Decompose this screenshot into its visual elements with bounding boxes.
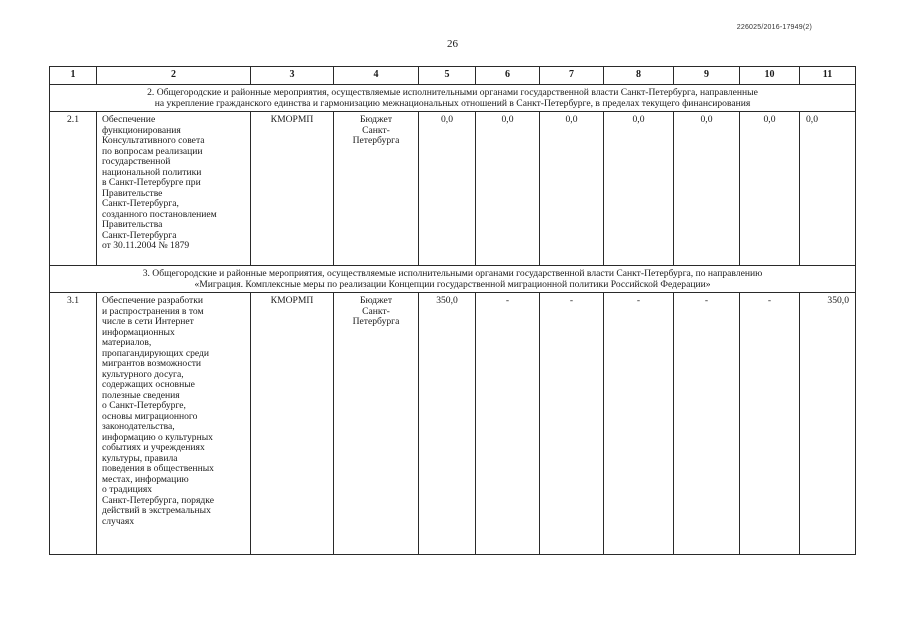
section-text-line: 3. Общегородские и районные мероприятия, осуществляемые исполнительными органами государственной власти Санкт-Петербурга, по направлению — [142, 268, 763, 279]
section-text-line: «Миграция. Комплексные меры по реализации Концепции государственной миграционной политики Российской Федерации» — [194, 278, 711, 290]
name-line: Обеспечение — [102, 114, 156, 125]
header-row — [50, 67, 856, 85]
responsible-org: КМОРМП — [251, 293, 334, 555]
section-2-row — [50, 85, 856, 112]
header-cell: 8 — [604, 67, 674, 85]
value-cell: 0,0 — [740, 112, 800, 266]
name-line: созданного постановлением — [102, 208, 217, 220]
header-cell: 10 — [740, 67, 800, 85]
name-line: по вопросам реализации — [102, 145, 203, 157]
value-cell: 0,0 — [540, 112, 604, 266]
name-line: Санкт-Петербурга — [102, 229, 177, 241]
row-number: 2.1 — [50, 112, 97, 266]
name-line: национальной политики — [102, 166, 202, 178]
name-line: Правительства — [102, 219, 163, 230]
name-line: поведения в общественных — [102, 463, 214, 474]
name-line: информационных — [102, 326, 175, 338]
header-cell: 9 — [674, 67, 740, 85]
name-line: государственной — [102, 156, 171, 167]
value-cell: 0,0 — [674, 112, 740, 266]
header-cell: 3 — [251, 67, 334, 85]
source-line: Санкт- — [362, 305, 390, 317]
name-line: материалов, — [102, 337, 152, 348]
name-line: числе в сети Интернет — [102, 316, 194, 327]
name-line: основы миграционного — [102, 410, 198, 422]
table-row — [50, 293, 856, 555]
section-3-title — [50, 266, 856, 293]
name-line: Обеспечение разработки — [102, 295, 204, 306]
value-cell: - — [674, 293, 740, 555]
budget-table — [49, 66, 856, 555]
document-id: 226025/2016-17949(2) — [736, 24, 812, 31]
table-row — [50, 112, 856, 266]
name-line: содержащих основные — [102, 379, 195, 390]
value-cell: - — [476, 293, 540, 555]
name-line: случаях — [102, 515, 135, 527]
value-cell: - — [540, 293, 604, 555]
source-line: Петербурга — [352, 135, 400, 146]
name-line: культуры, правила — [102, 452, 178, 464]
name-line: полезные сведения — [102, 389, 180, 401]
header-cell: 5 — [419, 67, 476, 85]
page-number: 26 — [447, 38, 458, 50]
funding-source — [334, 293, 419, 555]
header-cell: 6 — [476, 67, 540, 85]
value-cell: 350,0 — [800, 293, 856, 555]
name-line: функционирования — [102, 124, 181, 136]
section-3-row — [50, 266, 856, 293]
name-line: культурного досуга, — [102, 368, 184, 380]
name-line: о традициях — [102, 484, 153, 495]
source-line: Бюджет — [359, 295, 393, 306]
name-line: действий в экстремальных — [102, 505, 211, 516]
source-line: Санкт- — [362, 124, 390, 136]
name-line: и распространения в том — [102, 305, 204, 317]
name-line: Консультативного совета — [102, 135, 205, 146]
header-cell: 1 — [50, 67, 97, 85]
name-line: законодательства, — [102, 421, 175, 432]
row-number: 3.1 — [50, 293, 97, 555]
value-cell: 0,0 — [476, 112, 540, 266]
activity-name — [97, 112, 251, 266]
responsible-org: КМОРМП — [251, 112, 334, 266]
value-cell: 0,0 — [800, 112, 856, 266]
value-cell: - — [740, 293, 800, 555]
name-line: о Санкт-Петербурге, — [102, 400, 186, 411]
header-cell: 11 — [800, 67, 856, 85]
source-line: Петербурга — [352, 316, 400, 327]
source-line: Бюджет — [359, 114, 393, 125]
name-line: Санкт-Петербурга, — [102, 198, 179, 209]
section-2-title — [50, 85, 856, 112]
value-cell: 0,0 — [604, 112, 674, 266]
header-cell: 7 — [540, 67, 604, 85]
section-text-line: 2. Общегородские и районные мероприятия, осуществляемые исполнительными органами государственной власти Санкт-Петербурга, направленные — [147, 87, 758, 98]
name-line: в Санкт-Петербурге при — [102, 177, 201, 188]
header-cell: 2 — [97, 67, 251, 85]
name-line: Правительстве — [102, 187, 163, 199]
section-text-line: на укрепление гражданского единства и гармонизацию межнациональных отношений в Санкт-Петербурге, в пределах текущего финансирования — [154, 97, 751, 109]
name-line: событиях и учреждениях — [102, 442, 205, 453]
name-line: Санкт-Петербурга, порядке — [102, 494, 214, 506]
header-cell: 4 — [334, 67, 419, 85]
name-line: информацию о культурных — [102, 431, 213, 443]
name-line: мигрантов возможности — [102, 358, 202, 369]
funding-source — [334, 112, 419, 266]
value-cell: 350,0 — [419, 293, 476, 555]
activity-name — [97, 293, 251, 555]
name-line: от 30.11.2004 № 1879 — [102, 240, 190, 251]
name-line: местах, информацию — [102, 473, 189, 485]
name-line: пропагандирующих среди — [102, 347, 210, 359]
value-cell: - — [604, 293, 674, 555]
value-cell: 0,0 — [419, 112, 476, 266]
